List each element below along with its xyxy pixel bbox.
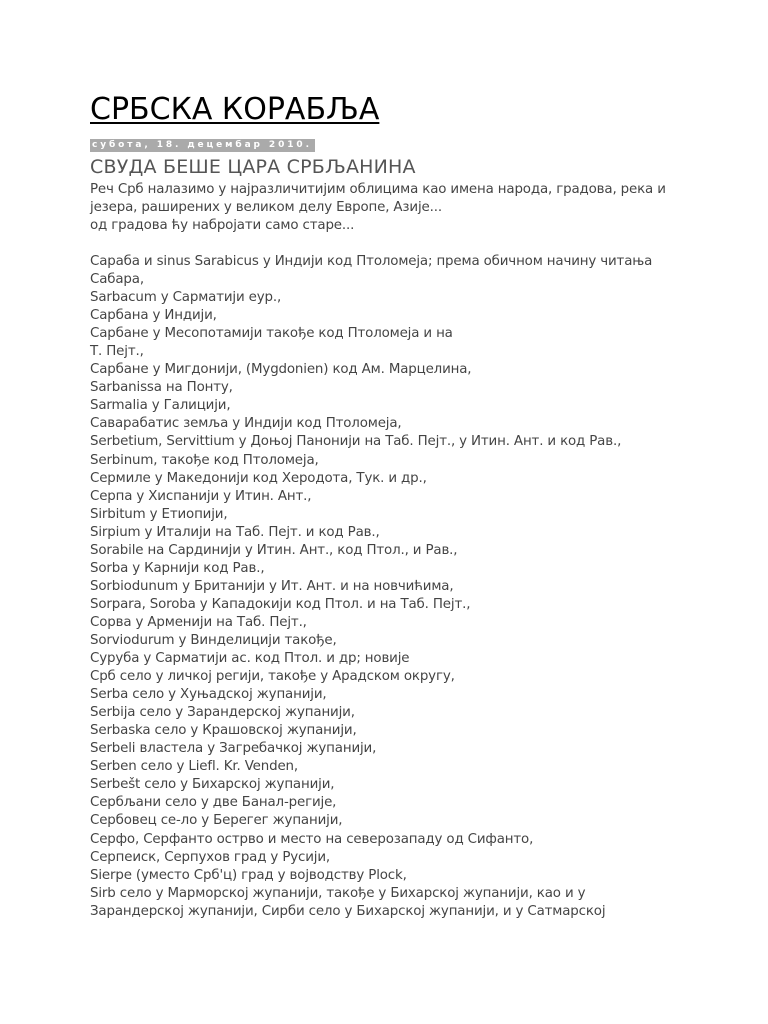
- list-line: Serben село у Liefl. Kr. Venden,: [90, 759, 298, 775]
- list-line: Sierpe (уместо Срб'ц) град у војводству Plock,: [90, 867, 407, 883]
- list-line: Serbetium, Servittium у Доњој Панонији на Таб. Пејт., у Итин. Ант. и код Рав.,: [90, 434, 622, 450]
- paragraph-spacer: [90, 235, 690, 253]
- list-line: Sirbitum у Етиопији,: [90, 506, 228, 522]
- list-line: Сорва у Арменији на Таб. Пејт.,: [90, 614, 307, 630]
- post-date-header: субота, 18. децембар 2010.: [90, 139, 315, 152]
- intro-line: од градова ћу набројати само старе...: [90, 218, 355, 233]
- list-line: Sorpara, Soroba у Кападокији код Птол. и на Таб. Пејт.,: [90, 596, 471, 612]
- list-line: Срб село у личкој регији, такође у Арадском округу,: [90, 669, 455, 685]
- list-line: Serba село у Хуњадској жупанији,: [90, 687, 327, 703]
- list-line: Sarmalia у Галицији,: [90, 398, 231, 414]
- list-line: Сербљани село у две Банал-регије,: [90, 795, 337, 811]
- list-line: Серпа у Хиспанији у Итин. Ант.,: [90, 488, 312, 504]
- list-line: Sarbacum у Сарматији еур.,: [90, 290, 282, 306]
- list-line: Сарбане у Месопотамији такође код Птоломеја и на: [90, 326, 453, 342]
- list-line: Сарбана у Индији,: [90, 308, 217, 324]
- list-line: Serbešt село у Бихарској жупанији,: [90, 777, 335, 793]
- list-line: Serbija село у Зарандерској жупанији,: [90, 705, 355, 721]
- blog-title-link[interactable]: СРБСКА КОРАБЉА: [90, 92, 380, 127]
- list-line: Сарбане у Мигдонији, (Mygdonien) код Ам. Марцелина,: [90, 362, 472, 378]
- list-line: Сабара,: [90, 272, 144, 288]
- post-body: [90, 181, 690, 921]
- post-title[interactable]: СВУДА БЕШЕ ЦАРА СРБЉАНИНА: [90, 156, 416, 178]
- list-line: Т. Пејт.,: [90, 344, 144, 360]
- list-line: Sorba у Карнији код Рав.,: [90, 560, 265, 576]
- list-line: Sorbiodunum у Британији у Ит. Ант. и на новчићима,: [90, 578, 454, 594]
- list-line: Sirb село у Марморској жупанији, такође у Бихарској жупанији, као и у: [90, 885, 586, 901]
- list-line: Серпеиск, Серпухов град у Русији,: [90, 849, 331, 865]
- list-line: Суруба у Сарматији ас. код Птол. и др; новије: [90, 651, 410, 667]
- list-line: Sorabile на Сардинији у Итин. Ант., код Птол., и Рав.,: [90, 542, 458, 558]
- list-line: Сербовец се-ло у Берегег жупанији,: [90, 813, 343, 829]
- list-line: Серфо, Серфанто острво и место на северозападу од Сифанто,: [90, 831, 534, 847]
- list-line: Sorviodurum у Винделицији такође,: [90, 632, 337, 648]
- intro-line: језера, раширених у великом делу Европе, Азије...: [90, 200, 442, 215]
- place-name-list: [90, 253, 690, 921]
- list-line: Саварабатис земља у Индији код Птоломеја,: [90, 416, 402, 432]
- list-line: Сараба и sinus Sarabicus у Индији код Птоломеја; према обичном начину читања: [90, 254, 653, 269]
- list-line: Serbinum, такође код Птоломеја,: [90, 452, 319, 468]
- list-line: Зарандерској жупанији, Сирби село у Бихарској жупанији, и у Сатмарској: [90, 903, 606, 919]
- list-line: Serbeli властела у Загребачкој жупанији,: [90, 741, 377, 757]
- intro-line: Реч Срб налазимо у најразличитијим облицима као имена народа, градова, река и: [90, 182, 666, 197]
- list-line: Sirpium у Италији на Таб. Пејт. и код Рав.,: [90, 524, 380, 540]
- list-line: Сермиле у Македонији код Херодота, Тук. и др.,: [90, 470, 427, 486]
- list-line: Serbaska село у Крашовској жупанији,: [90, 723, 357, 739]
- list-line: Sarbanissa на Понту,: [90, 380, 233, 396]
